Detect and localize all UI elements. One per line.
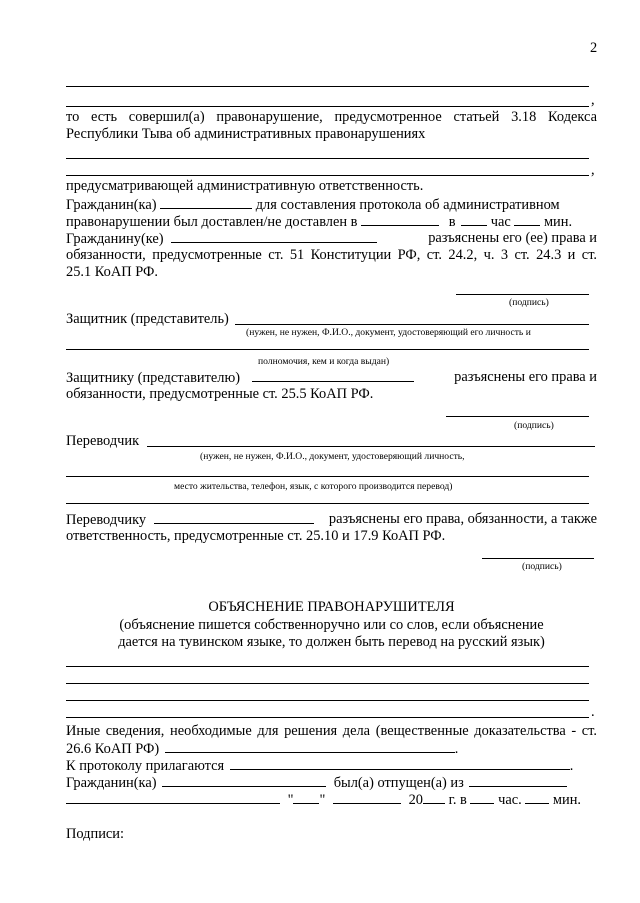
defender-rights-label: Защитнику (представителю) <box>66 370 240 386</box>
citizen-dative-label: Гражданину(ке) <box>66 231 164 247</box>
rights-text: разъяснены его (ее) права и <box>428 230 597 246</box>
hour-field[interactable] <box>461 213 487 226</box>
hour-label: час <box>490 214 511 230</box>
blank-line[interactable] <box>66 158 589 159</box>
minute-label: мин. <box>543 214 573 230</box>
released-name-field[interactable] <box>162 774 326 787</box>
blank-line[interactable] <box>66 106 589 107</box>
offence-line-2: Республики Тыва об административных правонарушениях <box>66 126 426 142</box>
translator-rights-label: Переводчику <box>66 512 147 528</box>
defender-field-2[interactable] <box>66 349 589 350</box>
other-info-line-1: Иные сведения, необходимые для решения дела (вещественные доказательства - ст. <box>66 723 597 739</box>
defender-name-field[interactable] <box>252 369 414 382</box>
attached-period: . <box>569 758 574 774</box>
offence-line-1: то есть совершил(а) правонарушение, предусмотренное статьей 3.18 Кодекса <box>66 109 597 125</box>
citizen-dative-field[interactable] <box>171 230 377 243</box>
admin-line-2-text: для составления протокола об административном <box>255 197 560 213</box>
date-year-label: г. в <box>448 792 467 808</box>
minute-field[interactable] <box>514 213 540 226</box>
admin-line-1: предусматривающей административную ответственность. <box>66 178 424 194</box>
date-quote-close: " <box>319 792 326 808</box>
comma: , <box>591 162 595 178</box>
comma: , <box>591 92 595 108</box>
other-info-field[interactable] <box>165 740 455 753</box>
attached-label: К протоколу прилагаются <box>66 758 225 774</box>
other-info-article: 26.6 КоАП РФ) <box>66 741 160 757</box>
page-number: 2 <box>590 40 598 56</box>
date-year-prefix: 20 <box>408 792 423 808</box>
translator-field[interactable] <box>147 446 595 447</box>
released-label: Гражданин(ка) <box>66 775 157 791</box>
defender-hint-1: (нужен, не нужен, Ф.И.О., документ, удостоверяющий его личность и <box>246 327 531 338</box>
defender-field[interactable] <box>235 324 589 325</box>
blank-line[interactable] <box>66 86 589 87</box>
delivered-place-field[interactable] <box>361 213 439 226</box>
date-month-field[interactable] <box>333 791 401 804</box>
explanation-title: ОБЪЯСНЕНИЕ ПРАВОНАРУШИТЕЛЯ <box>208 599 455 615</box>
translator-hint-2: место жительства, телефон, язык, с которого производится перевод) <box>174 481 453 492</box>
date-hour-label: час. <box>498 792 522 808</box>
translator-rights-text: разъяснены его права, обязанности, а также <box>328 511 597 527</box>
translator-field-2[interactable] <box>66 476 589 477</box>
date-day-field[interactable] <box>293 791 319 804</box>
released-text: был(а) отпущен(а) из <box>333 775 464 791</box>
date-quote-open: " <box>287 792 294 808</box>
signature-line[interactable] <box>446 416 589 417</box>
explanation-period: . <box>591 704 595 720</box>
explanation-subtitle-2: дается на тувинском языке, то должен быть перевод на русский язык) <box>118 634 545 650</box>
date-hour-field[interactable] <box>470 791 494 804</box>
translator-label: Переводчик <box>66 433 140 449</box>
explanation-subtitle-1: (объяснение пишется собственноручно или со слов, если объяснение <box>119 617 544 633</box>
released-from-field[interactable] <box>469 774 567 787</box>
translator-field-3[interactable] <box>66 503 589 504</box>
explanation-line[interactable] <box>66 666 589 667</box>
blank-line[interactable] <box>66 175 589 176</box>
citizen-label: Гражданин(ка) <box>66 197 157 213</box>
admin-line-6: 25.1 КоАП РФ. <box>66 264 158 280</box>
signature-caption: (подпись) <box>522 561 562 572</box>
defender-rights-line-2: обязанности, предусмотренные ст. 25.5 КоАП РФ. <box>66 386 374 402</box>
explanation-line[interactable] <box>66 717 589 718</box>
explanation-line[interactable] <box>66 683 589 684</box>
release-place-field[interactable] <box>66 791 280 804</box>
signature-caption: (подпись) <box>514 420 554 431</box>
signature-line[interactable] <box>482 558 594 559</box>
translator-rights-line-2: ответственность, предусмотренные ст. 25.10 и 17.9 КоАП РФ. <box>66 528 446 544</box>
in-label: в <box>448 214 456 230</box>
other-info-period: . <box>454 741 459 757</box>
date-minute-field[interactable] <box>525 791 549 804</box>
translator-hint-1: (нужен, не нужен, Ф.И.О., документ, удостоверяющий личность, <box>200 451 465 462</box>
attached-field[interactable] <box>230 757 570 770</box>
delivered-text: правонарушении был доставлен/не доставлен в <box>66 214 358 230</box>
signature-line[interactable] <box>456 294 589 295</box>
admin-line-5: обязанности, предусмотренные ст. 51 Конституции РФ, ст. 24.2, ч. 3 ст. 24.3 и ст. <box>66 247 597 263</box>
defender-rights-text: разъяснены его права и <box>454 369 597 385</box>
signatures-label: Подписи: <box>66 826 124 842</box>
translator-name-field[interactable] <box>154 511 314 524</box>
date-minute-label: мин. <box>552 792 582 808</box>
signature-caption: (подпись) <box>509 297 549 308</box>
citizen-name-field[interactable] <box>160 196 252 209</box>
explanation-line[interactable] <box>66 700 589 701</box>
defender-label: Защитник (представитель) <box>66 311 229 327</box>
defender-hint-2: полномочия, кем и когда выдан) <box>258 356 390 367</box>
date-year-field[interactable] <box>423 791 445 804</box>
